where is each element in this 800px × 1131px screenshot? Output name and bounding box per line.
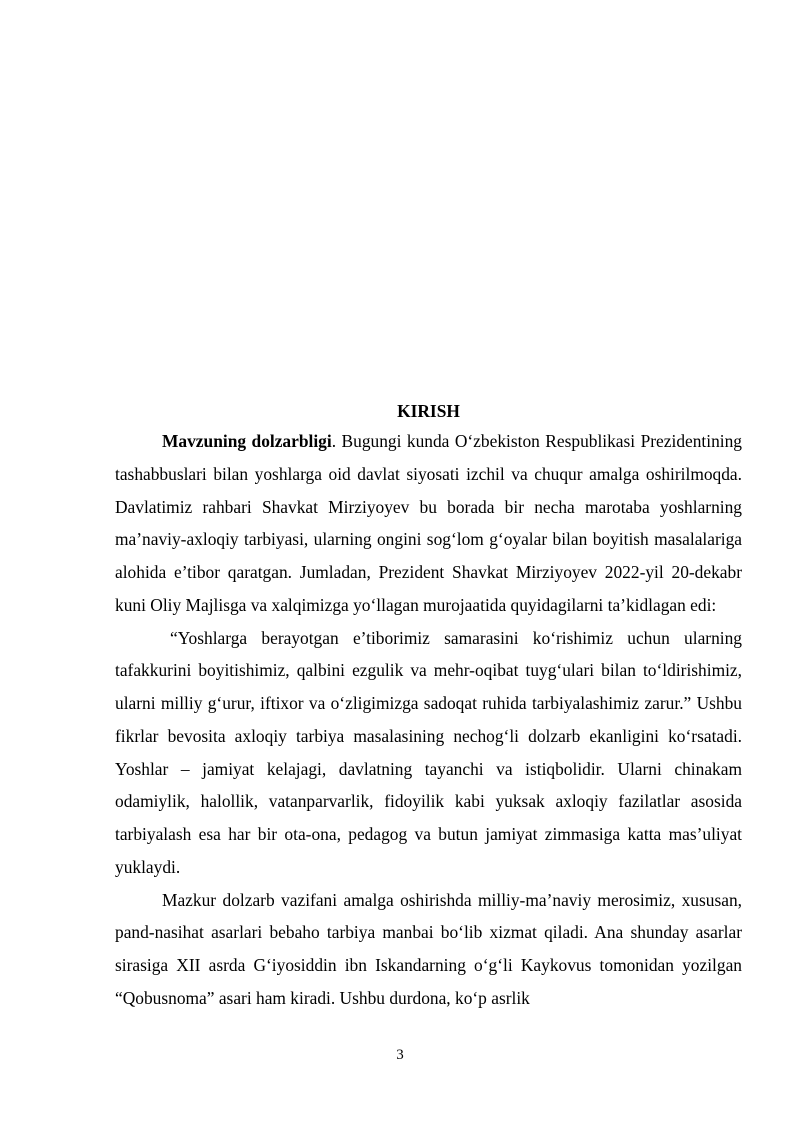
section-heading: KIRISH	[397, 401, 460, 421]
paragraph-1-lead: Mavzuning dolzarbligi	[162, 431, 332, 451]
paragraph-2: “Yoshlarga berayotgan e’tiborimiz samarasini ko‘rishimiz uchun ularning tafakkurini boyitishimiz, qalbini ezgulik va mehr-oqibat tuyg‘ulari bilan to‘ldirishimiz, ularni milliy g‘urur, iftixor va o‘zligimizga sadoqat ruhida tarbiyalashimiz zarur.” Ushbu fikrlar bevosita axloqiy tarbiya masalasining nechog‘li dolzarb ekanligini ko‘rsatadi. Yoshlar – jamiyat kelajagi, davlatning tayanchi va istiqbolidir. Ularni chinakam odamiylik, halollik, vatanparvarlik, fidoyilik kabi yuksak axloqiy fazilatlar asosida tarbiyalash esa har bir ota-ona, pedagog va butun jamiyat zimmasiga katta mas’uliyat yuklaydi.	[115, 627, 742, 877]
paragraph-1-text: . Bugungi kunda O‘zbekiston Respublikasi Prezidentining tashabbuslari bilan yoshlarga oid davlat siyosati izchil va chuqur amalga oshirilmoqda. Davlatimiz rahbari Shavkat Mirziyoyev bu borada bir necha marotaba yoshlarning ma’naviy-axloqiy tarbiyasi, ularning ongini sog‘lom g‘oyalar bilan boyitish masalalariga alohida e’tibor qaratgan. Jumladan, Prezident Shavkat Mirziyoyev 2022-yil 20-dekabr kuni Oliy Majlisga va xalqimizga yo‘llagan murojaatida quyidagilarni ta’kidlagan edi:	[115, 431, 743, 615]
page-number: 3	[396, 1047, 404, 1063]
paragraph-1	[115, 425, 742, 622]
paragraph-3: Mazkur dolzarb vazifani amalga oshirishda milliy-ma’naviy merosimiz, xususan, pand-nasihat asarlari bebaho tarbiya manbai bo‘lib xizmat qiladi. Ana shunday asarlar sirasiga XII asrda G‘iyosiddin ibn Iskandarning o‘g‘li Kaykovus tomonidan yozilgan “Qobusnoma” asari ham kiradi. Ushbu durdona, ko‘p asrlik	[115, 889, 742, 1008]
document-body	[115, 400, 742, 1015]
